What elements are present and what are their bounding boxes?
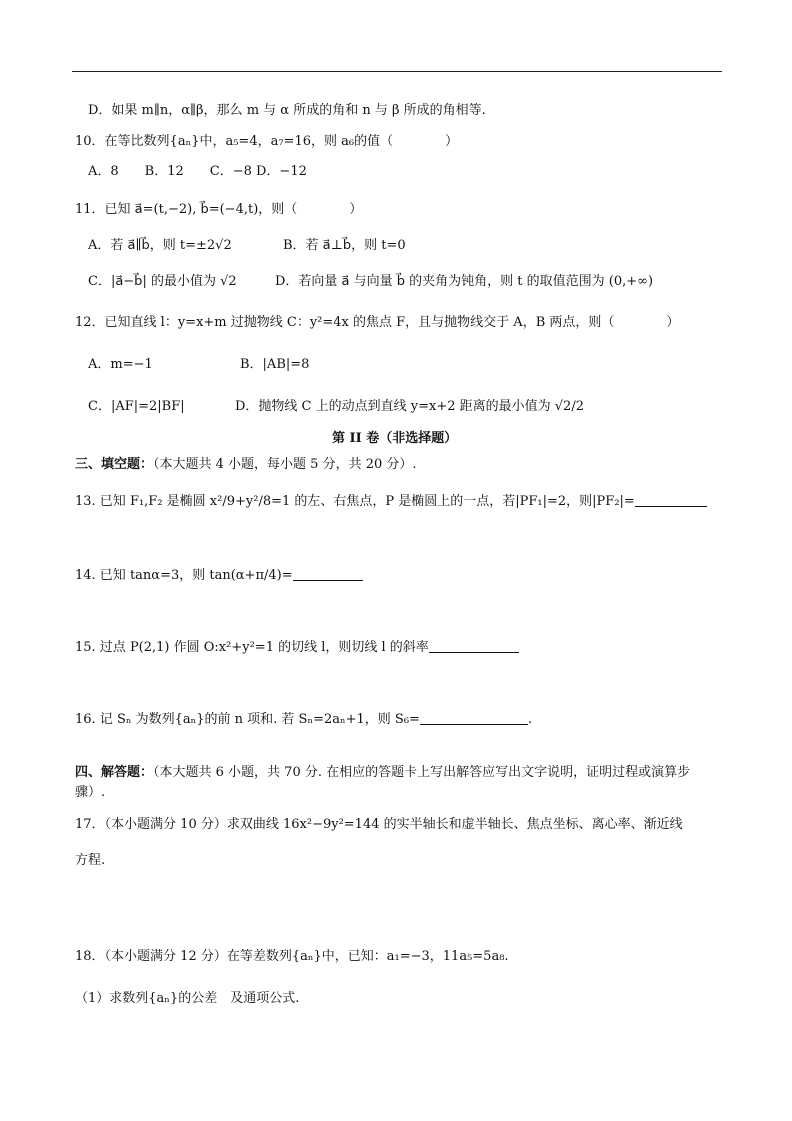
q10-options: A．8 B．12 C．−8 D．−12 <box>88 164 307 179</box>
q11-option-b: B．若 a⃗⊥b⃗，则 t=0 <box>283 238 406 253</box>
q11-option-d: D．若向量 a⃗ 与向量 b⃗ 的夹角为钝角，则 t 的取值范围为 (0,+∞) <box>275 274 654 289</box>
q12-option-c: C．|AF|=2|BF| <box>88 399 185 414</box>
q12-stem: 12．已知直线 l：y=x+m 过抛物线 C：y²=4x 的焦点 F，且与抛物线交于 A，B 两点，则（ ） <box>75 315 680 330</box>
section4-head: 四、解答题： <box>75 765 154 780</box>
q11-option-a: A．若 a⃗∥b⃗，则 t=±2√2 <box>88 238 232 253</box>
q10-stem: 10．在等比数列{aₙ}中，a₅=4，a₇=16，则 a₆的值（ ） <box>75 134 459 149</box>
section3-note: （本大题共 4 小题，每小题 5 分，共 20 分）. <box>153 457 417 472</box>
q11-option-c: C．|a⃗−b⃗| 的最小值为 √2 <box>88 274 237 289</box>
q15-answer-blank[interactable] <box>429 638 519 653</box>
header-rule <box>72 71 722 72</box>
section3-head: 三、填空题： <box>75 457 154 472</box>
q16-text: 16. 记 Sₙ 为数列{aₙ}的前 n 项和. 若 Sₙ=2aₙ+1，则 S₆= <box>75 712 420 727</box>
q17-line1: 17．（本小题满分 10 分）求双曲线 16x²−9y²=144 的实半轴长和虚半轴长、焦点坐标、离心率、渐近线 <box>75 817 683 832</box>
q18-part1: （1）求数列{aₙ}的公差 及通项公式. <box>75 991 300 1006</box>
q14-answer-blank[interactable] <box>293 566 363 581</box>
q12-option-a: A．m=−1 <box>88 357 153 372</box>
section4-note-cont: 骤）. <box>75 785 106 800</box>
q16: 16. 记 Sₙ 为数列{aₙ}的前 n 项和. 若 Sₙ=2aₙ+1，则 S₆= . <box>75 712 533 727</box>
section4-heading <box>75 764 690 782</box>
q18-line1: 18．（本小题满分 12 分）在等差数列{aₙ}中，已知：a₁=−3，11a₅=5a₈. <box>75 949 509 964</box>
part2-title: 第 II 卷（非选择题） <box>332 431 458 446</box>
q14 <box>75 566 363 585</box>
q12-option-d: D．抛物线 C 上的动点到直线 y=x+2 距离的最小值为 √2/2 <box>235 399 584 414</box>
q9-option-d: D．如果 m∥n，α∥β，那么 m 与 α 所成的角和 n 与 β 所成的角相等. <box>88 103 486 118</box>
q15-text: 15. 过点 P(2,1) 作圆 O:x²+y²=1 的切线 l，则切线 l 的斜率 <box>75 640 429 655</box>
q13-text: 13. 已知 F₁,F₂ 是椭圆 x²/9+y²/8=1 的左、右焦点，P 是椭圆上的一点，若|PF₁|=2，则|PF₂|= <box>75 494 635 509</box>
q15 <box>75 638 519 657</box>
q13 <box>75 492 707 511</box>
section4-note: （本大题共 6 小题，共 70 分. 在相应的答题卡上写出解答应写出文字说明，证明过程或演算步 <box>153 765 691 780</box>
q13-answer-blank[interactable] <box>635 492 707 507</box>
section3-heading <box>75 456 417 474</box>
q14-text: 14. 已知 tanα=3，则 tan(α+π/4)= <box>75 568 293 583</box>
q16-answer-blank[interactable] <box>420 710 528 725</box>
q17-line2: 方程. <box>75 853 106 868</box>
q11-stem: 11．已知 a⃗=(t,−2), b⃗=(−4,t)，则（ ） <box>75 202 363 217</box>
q12-option-b: B．|AB|=8 <box>240 357 310 372</box>
